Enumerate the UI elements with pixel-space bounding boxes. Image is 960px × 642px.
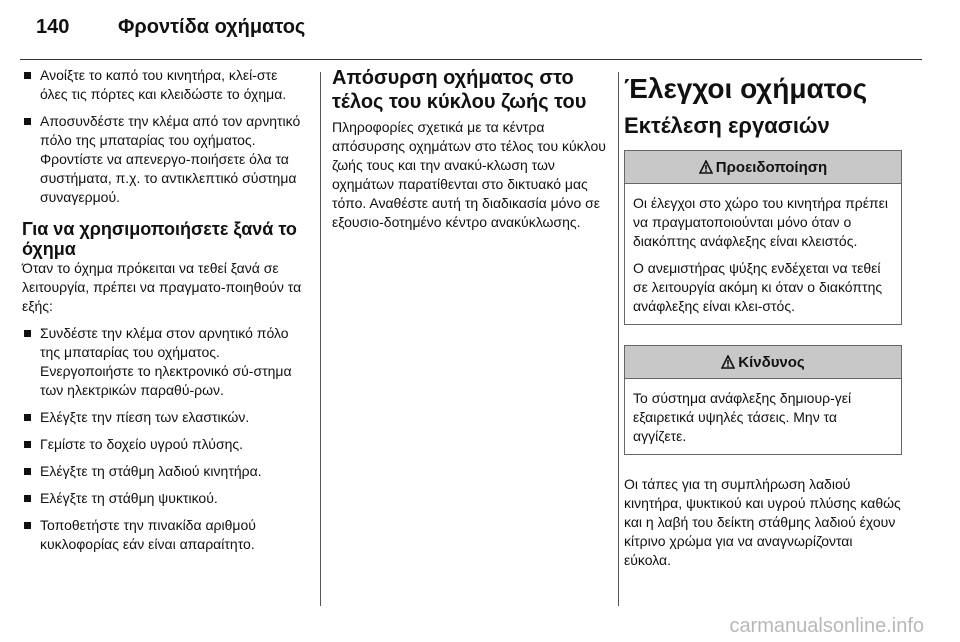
header-rule: [20, 59, 922, 60]
column-divider-left: [320, 72, 321, 606]
warning-title: Προειδοποίηση: [715, 158, 828, 176]
reuse-intro: Όταν το όχημα πρόκειται να τεθεί ξανά σε λειτουργία, πρέπει να πραγματο-ποιηθούν τα εξής:: [22, 260, 302, 314]
subheading-performing-work: Εκτέλεση εργασιών: [624, 113, 830, 138]
list-item: Ανοίξτε το καπό του κινητήρα, κλεί-στε όλες τις πόρτες και κλειδώστε το όχημα.: [22, 66, 308, 104]
warning-box-header: [625, 151, 901, 184]
section-heading-recycling: Απόσυρση οχήματος στο τέλος του κύκλου ζωής του: [332, 67, 587, 113]
list-item: Τοποθετήστε την πινακίδα αριθμού κυκλοφορίας εάν είναι απαραίτητο.: [22, 516, 308, 554]
warning-triangle-icon: [699, 160, 713, 174]
danger-box-header: [625, 346, 901, 379]
recycling-body: Πληροφορίες σχετικά με τα κέντρα απόσυρσης οχημάτων στο τέλος του κύκλου ζωής τους και την ανακύ-κλωση των οχημάτων παρατίθενται στο δικτυακό μας τόπο. Αναθέστε αυτή τη διαδικασία μόνο σε εξουσιο-δοτημένο κέντρο ανακύκλωσης.: [332, 119, 606, 230]
column-storage: [22, 66, 308, 562]
page-title: Φροντίδα οχήματος: [118, 16, 306, 38]
warning-text: Οι έλεγχοι στο χώρο του κινητήρα πρέπει να πραγματοποιούνται μόνο όταν ο διακόπτης ανάφλεξης είναι κλειστός.: [633, 195, 889, 249]
column-checks: [624, 66, 902, 570]
section-heading-checks: Έλεγχοι οχήματος: [624, 73, 868, 104]
warning-triangle-icon: [721, 355, 735, 369]
column-divider-right: [618, 72, 619, 606]
list-item: Ελέγξτε την πίεση των ελαστικών.: [22, 408, 308, 427]
list-item: Συνδέστε την κλέμα στον αρνητικό πόλο της μπαταρίας του οχήματος. Ενεργοποιήστε το ηλεκτρονικό σύ-στημα των ηλεκτρικών παραθύ-ρων.: [22, 324, 308, 400]
danger-title: Κίνδυνος: [738, 353, 805, 371]
list-item: Αποσυνδέστε την κλέμα από τον αρνητικό πόλο της μπαταρίας του οχήματος. Φροντίστε να απενεργο-ποιήσετε όλα τα συστήματα, π.χ. το αντικλεπτικό σύστημα συναγερμού.: [22, 112, 308, 207]
warning-box: [624, 150, 902, 325]
warning-text: Ο ανεμιστήρας ψύξης ενδέχεται να τεθεί σε λειτουργία ακόμη κι όταν ο διακόπτης ανάφλεξης είναι κλει-στός.: [633, 260, 883, 314]
storage-steps-list: [22, 66, 308, 207]
page-number: 140: [36, 16, 70, 38]
danger-box: [624, 345, 902, 455]
column-recycling: [332, 66, 610, 232]
watermark: carmanualsonline.info: [729, 615, 924, 637]
checks-body: Οι τάπες για τη συμπλήρωση λαδιού κινητήρα, ψυκτικού και υγρού πλύσης καθώς και η λαβή του δείκτη στάθμης λαδιού έχουν κίτρινο χρώμα για να αναγνωρίζονται εύκολα.: [624, 476, 901, 568]
danger-text: Το σύστημα ανάφλεξης δημιουρ-γεί εξαιρετικά υψηλές τάσεις. Μην τα αγγίζετε.: [633, 390, 852, 444]
section-heading-reuse: Για να χρησιμοποιήσετε ξανά το όχημα: [22, 219, 297, 259]
list-item: Ελέγξτε τη στάθμη ψυκτικού.: [22, 489, 308, 508]
list-item: Γεμίστε το δοχείο υγρού πλύσης.: [22, 435, 308, 454]
list-item: Ελέγξτε τη στάθμη λαδιού κινητήρα.: [22, 462, 308, 481]
page-header: [0, 0, 960, 56]
reuse-steps-list: [22, 324, 308, 554]
